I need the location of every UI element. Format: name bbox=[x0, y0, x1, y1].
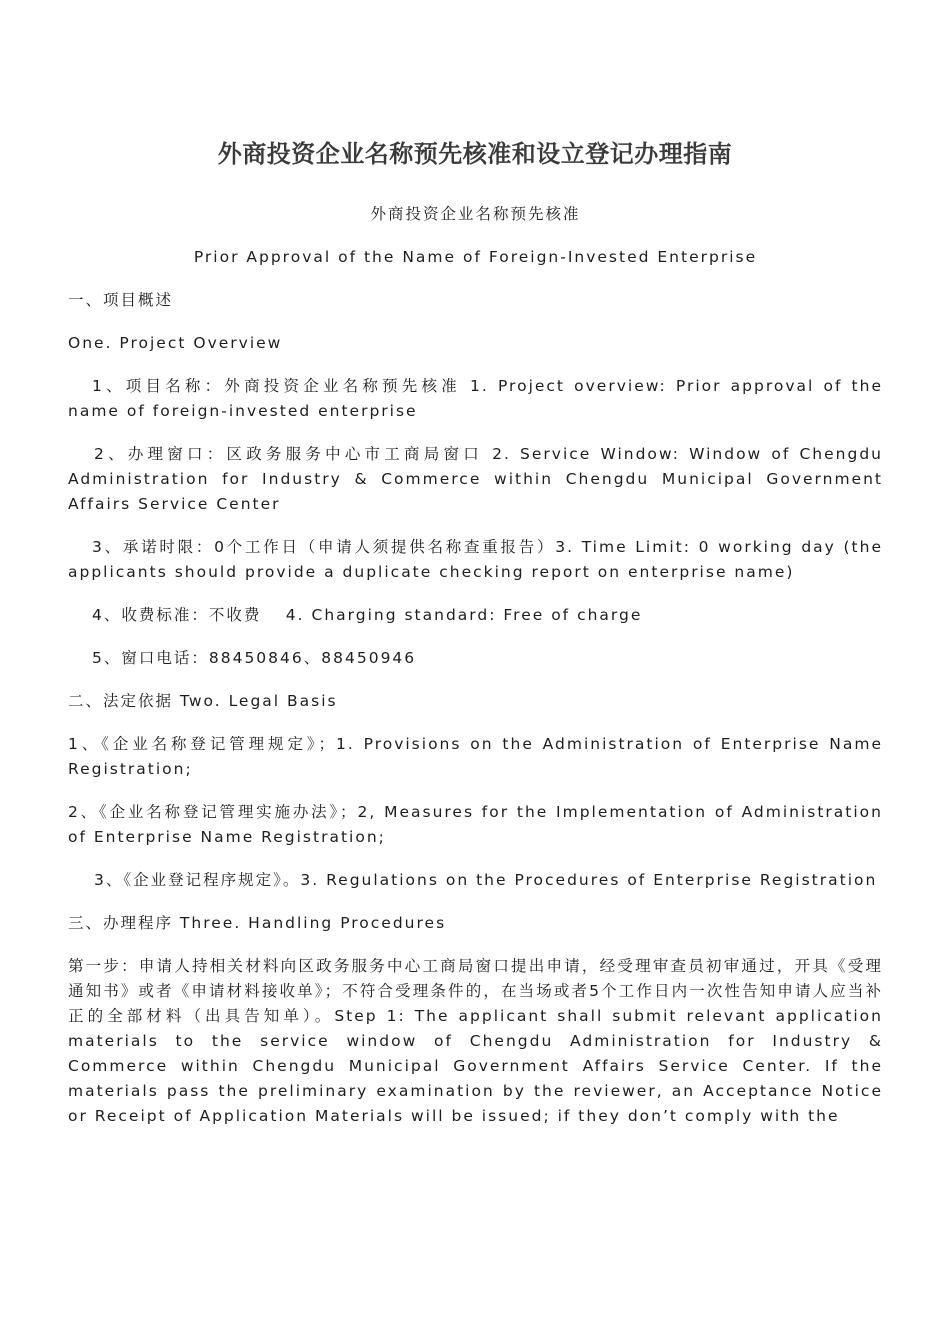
overview-item-service-window: 2、办理窗口：区政务服务中心市工商局窗口 2. Service Window: Window of Chengdu Administration for Industry & Commerce within Chengdu Municipal Government Affairs Service Center bbox=[68, 445, 883, 513]
overview-item-project-name: 1、项目名称：外商投资企业名称预先核准 1. Project overview: Prior approval of the name of foreign-invested enterprise bbox=[68, 377, 883, 420]
document-body bbox=[68, 202, 883, 1129]
document-title: 外商投资企业名称预先核准和设立登记办理指南 bbox=[217, 139, 733, 168]
overview-item-time-limit: 3、承诺时限：0个工作日（申请人须提供名称查重报告）3. Time Limit: 0 working day (the applicants should provide a duplicate checking report on enterprise name) bbox=[68, 538, 883, 581]
procedure-step-1: 第一步：申请人持相关材料向区政务服务中心工商局窗口提出申请，经受理审查员初审通过，开具《受理通知书》或者《申请材料接收单》；不符合受理条件的，在当场或者5个工作日内一次性告知申请人应当补正的全部材料（出具告知单）。Step 1: The applicant shall submit relevant application materials to the service window of Chengdu Administration for Industry & Commerce within Chengdu Municipal Government Affairs Service Center. If the materials pass the preliminary examination by the reviewer, an Acceptance Notice or Receipt of Application Materials will be issued; if they don’t comply with the bbox=[68, 957, 883, 1125]
legal-basis-item-3: 3、《企业登记程序规定》。3. Regulations on the Procedures of Enterprise Registration bbox=[94, 871, 878, 889]
subtitle-chinese: 外商投资企业名称预先核准 bbox=[370, 205, 581, 223]
section1-heading-chinese: 一、项目概述 bbox=[68, 291, 174, 309]
legal-basis-item-1: 1、《企业名称登记管理规定》；1. Provisions on the Administration of Enterprise Name Registration; bbox=[68, 735, 883, 778]
section3-heading: 三、办理程序 Three. Handling Procedures bbox=[68, 914, 447, 932]
subtitle-english: Prior Approval of the Name of Foreign-Invested Enterprise bbox=[193, 248, 758, 266]
section1-heading-english: One. Project Overview bbox=[68, 334, 283, 352]
overview-item-charging-standard: 4、收费标准：不收费 4. Charging standard: Free of charge bbox=[92, 606, 643, 624]
overview-item-window-phone: 5、窗口电话：88450846、88450946 bbox=[92, 649, 417, 667]
section2-heading: 二、法定依据 Two. Legal Basis bbox=[68, 692, 338, 710]
legal-basis-item-2: 2、《企业名称登记管理实施办法》；2, Measures for the Implementation of Administration of Enterprise Name Registration; bbox=[68, 803, 883, 846]
